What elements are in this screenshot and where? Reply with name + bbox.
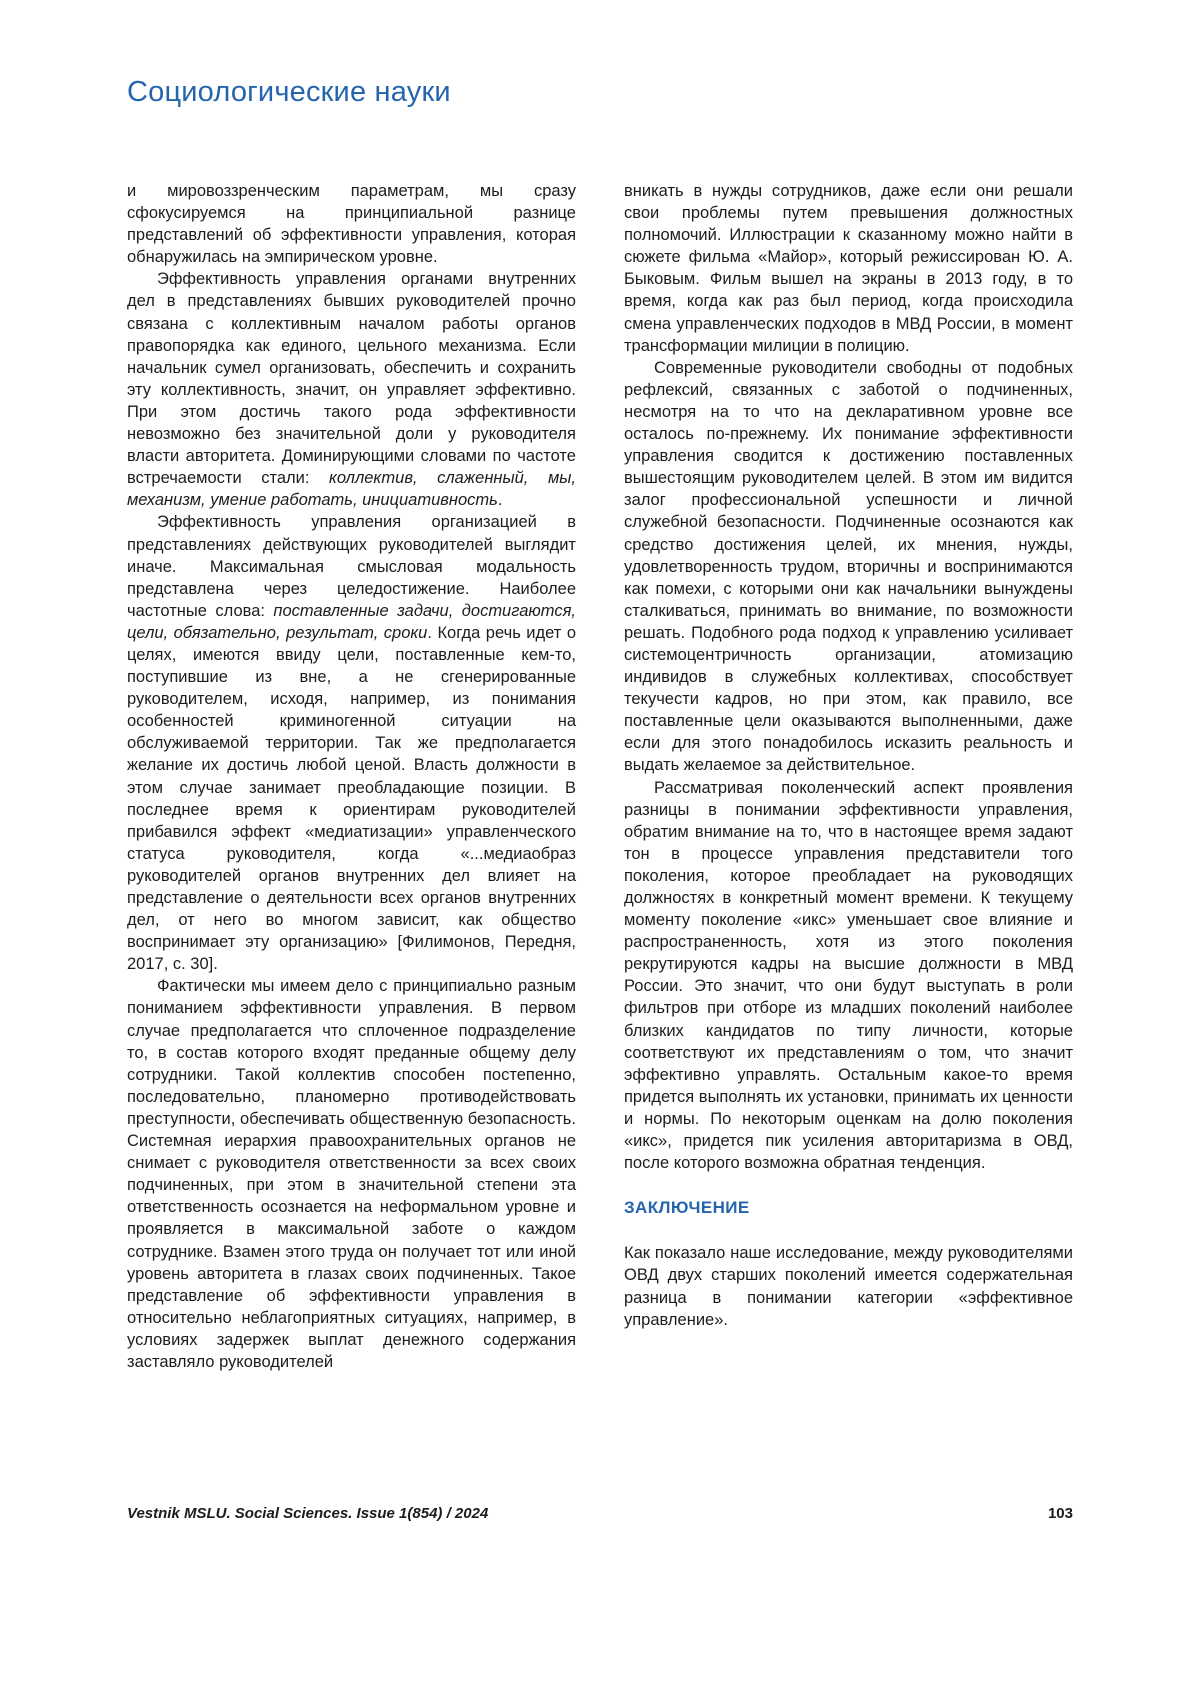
paragraph xyxy=(127,975,576,1373)
paragraph xyxy=(624,777,1073,1175)
paragraph xyxy=(127,268,576,511)
body-text: Как показало наше исследование, между руководителями ОВД двух старших поколений имеется содержательная разница в понимании категории «эффективное управление». xyxy=(624,1244,1073,1329)
body-text: Рассматривая поколенческий аспект проявления разницы в понимании эффективности управления, обратим внимание на то, что в настоящее время задают тон в процессе управления представители того поколения, которое преобладает на руководящих должностях в конкретный момент времени. К текущему моменту поколение «икс» уменьшает свое влияние и распространенность, хотя из этого поколения рекрутируются кадры на высшие должности в МВД России. Это значит, что они будут выступать в роли фильтров при отборе из младших поколений наиболее близких кандидатов по типу личности, которые соответствуют их представлениям о том, что значит эффективно управлять. Остальным какое-то время придется выполнять их установки, принимать их ценности и нормы. По некоторым оценкам на долю поколения «икс», придется пик усиления авторитаризма в ОВД, после которого возможна обратная тенденция. xyxy=(624,778,1073,1173)
section-heading: ЗАКЛЮЧЕНИЕ xyxy=(624,1198,750,1218)
paragraph xyxy=(624,357,1073,777)
left-column xyxy=(127,180,576,1373)
footer-journal-info: Vestnik MSLU. Social Sciences. Issue 1(854) / 2024 xyxy=(127,1505,489,1522)
paragraph xyxy=(624,180,1073,357)
body-text: Современные руководители свободны от подобных рефлексий, связанных с заботой о подчиненных, несмотря на то что на декларативном уровне все осталось по-прежнему. Их понимание эффективности управления сводится к достижению поставленных вышестоящим руководителем целей. В этом им видится залог профессиональной успешности и личной служебной безопасности. Подчиненные осознаются как средство достижения целей, их мнения, нужды, удовлетворенность трудом, вторичны и воспринимаются как помехи, с которыми они как начальники вынуждены сталкиваться, принимать во внимание, по возможности решать. Подобного рода подход к управлению усиливает системоцентричность организации, атомизацию индивидов в служебных коллективах, способствует текучести кадров, но при этом, как правило, все поставленные цели оказываются выполненными, даже если для этого понадобилось исказить реальность и выдать желаемое за действительное. xyxy=(624,358,1073,775)
body-text: вникать в нужды сотрудников, даже если они решали свои проблемы путем превышения должностных полномочий. Иллюстрации к сказанному можно найти в сюжете фильма «Майор», который режиссирован Ю. А. Быковым. Фильм вышел на экраны в 2013 году, в то время, когда как раз был период, когда происходила смена управленческих подходов в МВД России, в момент трансформации милиции в полицию. xyxy=(624,182,1073,355)
right-column xyxy=(624,180,1073,1373)
body-text: . Когда речь идет о целях, имеются ввиду цели, поставленные кем-то, поступившие из вне, а не сгенерированные руководителем, исходя, например, из понимания особенностей криминогенной ситуации на обслуживаемой территории. Так же предполагается желание их достичь любой ценой. Власть должности в этом случае занимает преобладающие позиции. В последнее время к ориентирам руководителей прибавился эффект «медиатизации» управленческого статуса руководителя, когда «...медиаобраз руководителей органов внутренних дел влияет на представление о деятельности всех органов внутренних дел, от него во многом зависит, как общество воспринимает эту организацию» [Филимонов, Передня, 2017, с. 30]. xyxy=(127,623,576,974)
paragraph xyxy=(127,511,576,975)
paragraph xyxy=(624,1242,1073,1330)
footer-page-number: 103 xyxy=(1047,1505,1073,1522)
emphasis-text: поставленные задачи, достигаются, цели, обязательно, результат, сроки xyxy=(127,601,576,642)
paragraph xyxy=(127,180,576,268)
article-body xyxy=(127,180,1073,1373)
page-footer xyxy=(127,1505,1073,1522)
emphasis-text: коллектив, слаженный, мы, механизм, умение работать, инициативность xyxy=(127,469,576,510)
body-text: Эффективность управления органами внутренних дел в представлениях бывших руководителей прочно связана с коллективным началом работы органов правопорядка как единого, цельного механизма. Если начальник сумел организовать, обеспечить и сохранить эту коллективность, значит, он управляет эффективно. При этом достичь такого рода эффективности невозможно без значительной доли у руководителя власти авторитета. Доминирующими словами по частоте встречаемости стали: xyxy=(127,270,576,488)
page-title: Социологические науки xyxy=(127,76,451,108)
body-text: Фактически мы имеем дело с принципиально разным пониманием эффективности управления. В первом случае предполагается что сплоченное подразделение то, в состав которого входят преданные общему делу сотрудники. Такой коллектив способен постепенно, последовательно, планомерно противодействовать преступности, обеспечивать общественную безопасность. Системная иерархия правоохранительных органов не снимает с руководителя ответственности за всех своих подчиненных, при этом в значительной степени эта ответственность осознается на неформальном уровне и проявляется в максимальной заботе о каждом сотруднике. Взамен этого труда он получает тот или иной уровень авторитета в глазах своих подчиненных. Такое представление об эффективности управления в относительно неблагоприятных ситуациях, например, в условиях задержек выплат денежного содержания заставляло руководителей xyxy=(127,977,576,1371)
body-text: . xyxy=(497,491,503,510)
body-text: и мировоззренческим параметрам, мы сразу сфокусируемся на принципиальной разнице представлений об эффективности управления, которая обнаружилась на эмпирическом уровне. xyxy=(127,182,576,267)
body-text: Эффективность управления организацией в представлениях действующих руководителей выглядит иначе. Максимальная смысловая модальность представлена через целедостижение. Наиболее частотные слова: xyxy=(127,513,576,620)
